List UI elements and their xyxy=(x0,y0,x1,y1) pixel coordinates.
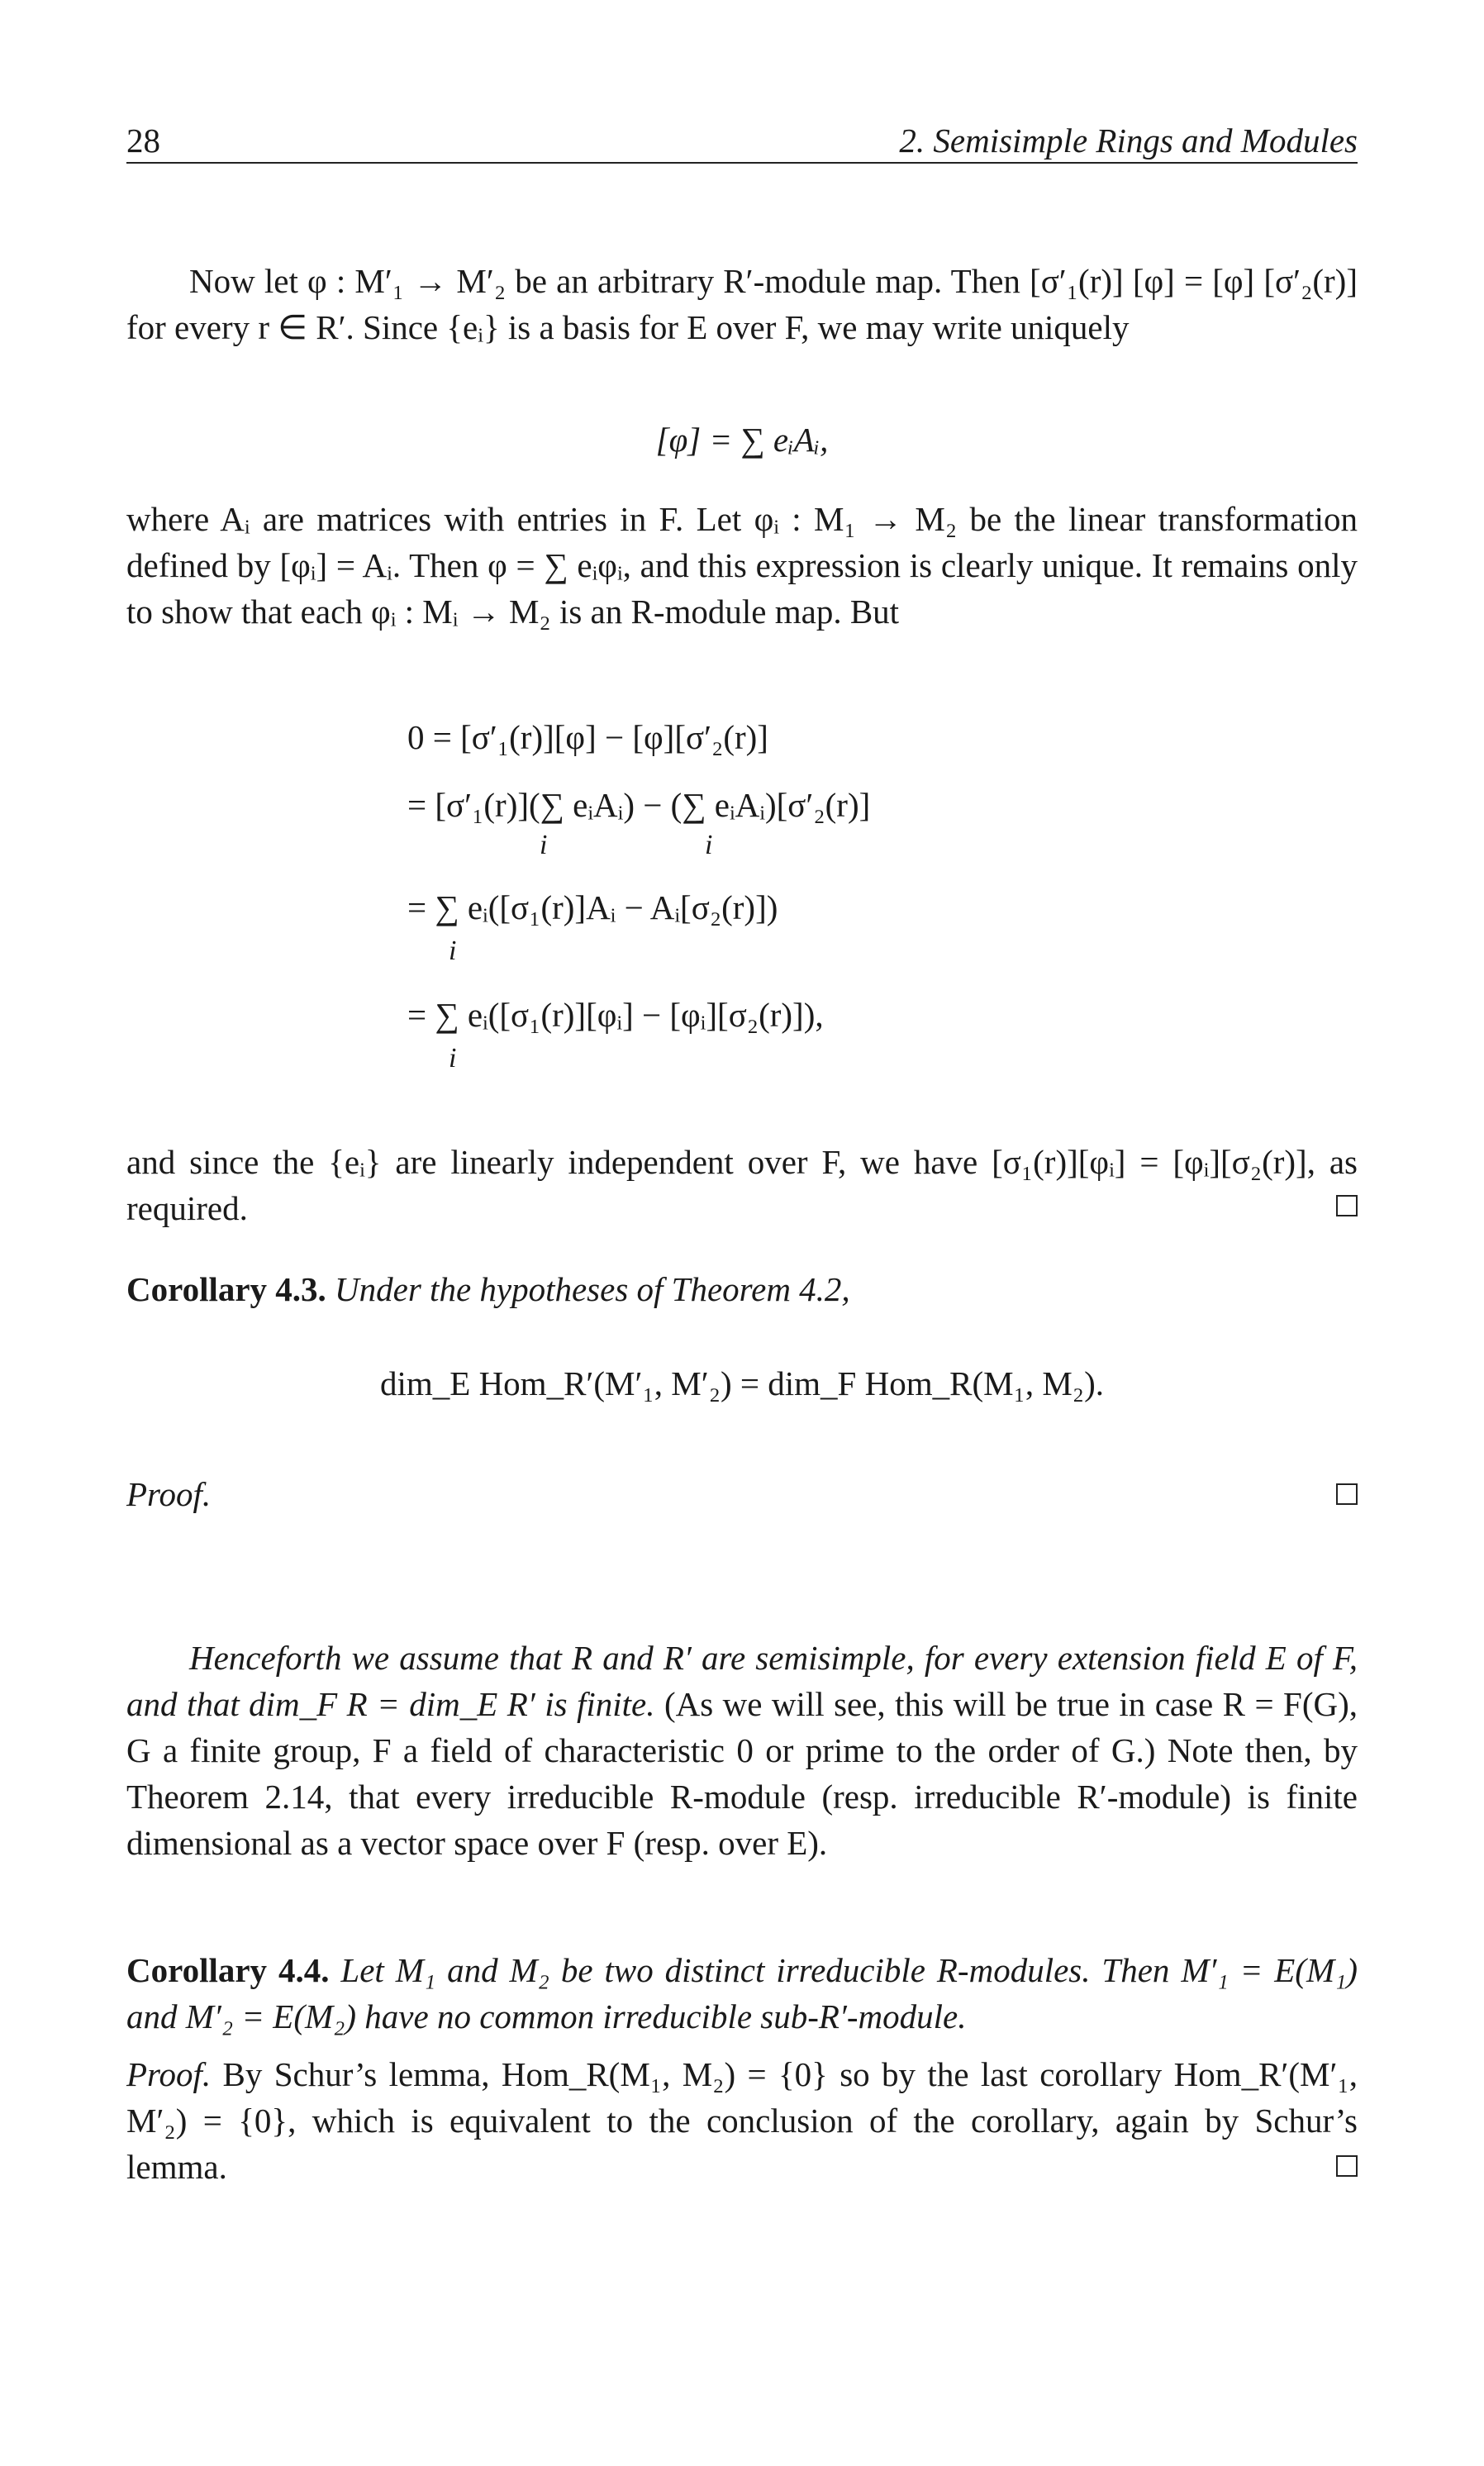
page-number: 28 xyxy=(126,121,160,159)
sum-index: i xyxy=(705,830,713,860)
chapter-title: 2. Semisimple Rings and Modules xyxy=(899,121,1358,159)
sum-index: i xyxy=(540,830,548,860)
aligned-line-1: 0 = [σ′₁(r)][φ] − [φ][σ′₂(r)] xyxy=(407,718,768,756)
corollary-4-3: Corollary 4.3. Under the hypotheses of Theorem 4.2, xyxy=(126,1270,850,1308)
aligned-line-3: = ∑ eᵢ([σ₁(r)]Aᵢ − Aᵢ[σ₂(r)]) xyxy=(407,888,778,926)
aligned-line-4: = ∑ eᵢ([σ₁(r)][φᵢ] − [φᵢ][σ₂(r)]), xyxy=(407,996,824,1034)
paragraph-linear-independence: and since the {eᵢ} are linearly independent over F, we have [σ₁(r)][φᵢ] = [φᵢ][σ₂(r)], as required. xyxy=(126,1143,1358,1227)
qed-square xyxy=(1336,1483,1358,1505)
running-header xyxy=(126,116,1358,164)
paragraph-semisimple-assumption: Henceforth we assume that R and R′ are semisimple, for every extension field E of F, and that dim_F R = dim_E R′ is finite. (As we will see, this will be true in case R = F(G), G a finite group, F a field of characteristic 0 or prime to the order of G.) Note then, by Theorem 2.14, that every irreducible R-module (resp. irreducible R′-module) is finite dimensional as a vector space over F (resp. over E). xyxy=(126,1639,1358,1862)
corollary-4-4: Corollary 4.4. Let M₁ and M₂ be two distinct irreducible R-modules. Then M′₁ = E(M₁) and M′₂ = E(M₂) have no common irreducible sub-R′-module. xyxy=(126,1951,1358,2035)
paragraph-linear-transformation: where Aᵢ are matrices with entries in F. Let φᵢ : M₁ → M₂ be the linear transformation defined by [φᵢ] = Aᵢ. Then φ = ∑ eᵢφᵢ, and this expression is clearly unique. It remains only to show that each φᵢ : Mᵢ → M₂ is an R-module map. But xyxy=(126,500,1358,631)
aligned-line-2: = [σ′₁(r)](∑ eᵢAᵢ) − (∑ eᵢAᵢ)[σ′₂(r)] xyxy=(407,786,871,824)
paragraph-module-map: Now let φ : M′₁ → M′₂ be an arbitrary R′-module map. Then [σ′₁(r)] [φ] = [φ] [σ′₂(r)] for every r ∈ R′. Since {eᵢ} is a basis for E over F, we may write uniquely xyxy=(126,262,1358,346)
qed-square xyxy=(1336,2155,1358,2177)
sum-index: i xyxy=(449,1043,457,1074)
sum-index: i xyxy=(449,935,457,966)
qed-square xyxy=(1336,1195,1358,1216)
book-page xyxy=(126,0,1358,2466)
proof-4-4: Proof. By Schur’s lemma, Hom_R(M₁, M₂) = {0} so by the last corollary Hom_R′(M′₁, M′₂) = {0}, which is equivalent to the conclusion of the corollary, again by Schur’s lemma. xyxy=(126,2055,1358,2186)
proof-4-3: Proof. xyxy=(126,1475,212,1513)
equation-phi-decomposition: [φ] = ∑ eᵢAᵢ, xyxy=(655,421,829,459)
equation-dim-hom: dim_E Hom_R′(M′₁, M′₂) = dim_F Hom_R(M₁, M₂). xyxy=(380,1364,1104,1402)
